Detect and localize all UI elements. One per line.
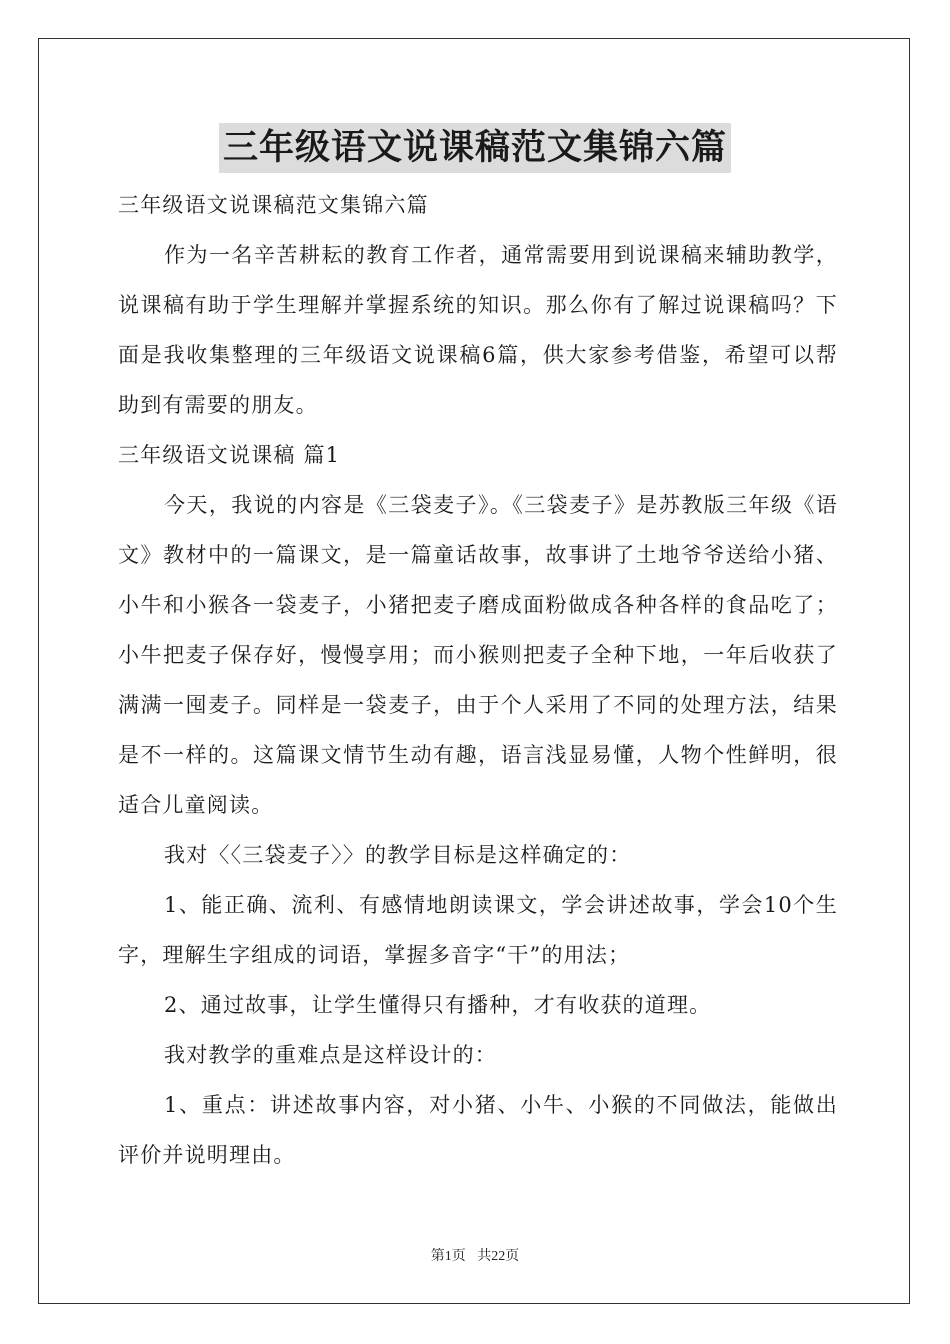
document-title: 三年级语文说课稿范文集锦六篇 (219, 123, 731, 173)
body-paragraph: 我对教学的重难点是这样设计的： (164, 1043, 497, 1067)
page-total: 共22页 (477, 1249, 520, 1264)
list-item: 1、重点：讲述故事内容，对小猪、小牛、小猴的不同做法，能做出评价并说明理由。 (118, 1093, 838, 1167)
body-paragraph: 今天，我说的内容是《三袋麦子》。《三袋麦子》是苏教版三年级《语文》教材中的一篇课文，是一篇童话故事，故事讲了土地爷爷送给小猪、小牛和小猴各一袋麦子，小猪把麦子磨成面粉做成各种各样的食品吃了；小牛把麦子保存好，慢慢享用；而小猴则把麦子全种下地，一年后收获了满满一囤麦子。同样是一袋麦子，由于个人采用了不同的处理方法，结果是不一样的。这篇课文情节生动有趣，语言浅显易懂，人物个性鲜明，很适合儿童阅读。 (118, 493, 838, 817)
document-body (118, 180, 838, 1180)
document-title-wrapper (0, 123, 950, 173)
intro-paragraph: 作为一名辛苦耕耘的教育工作者，通常需要用到说课稿来辅助教学，说课稿有助于学生理解并掌握系统的知识。那么你有了解过说课稿吗？下面是我收集整理的三年级语文说课稿6篇，供大家参考借鉴，希望可以帮助到有需要的朋友。 (118, 243, 838, 417)
subtitle-paragraph: 三年级语文说课稿范文集锦六篇 (118, 193, 429, 217)
body-paragraph: 我对〈〈三袋麦子〉〉的教学目标是这样确定的： (164, 843, 632, 867)
section-heading: 三年级语文说课稿 篇1 (118, 443, 341, 467)
page-number: 第1页 (430, 1249, 466, 1264)
list-item: 1、能正确、流利、有感情地朗读课文，学会讲述故事，学会10个生字，理解生字组成的词语，掌握多音字“干”的用法； (118, 893, 838, 967)
page-footer (0, 1245, 950, 1265)
list-item: 2、通过故事，让学生懂得只有播种，才有收获的道理。 (164, 993, 712, 1017)
